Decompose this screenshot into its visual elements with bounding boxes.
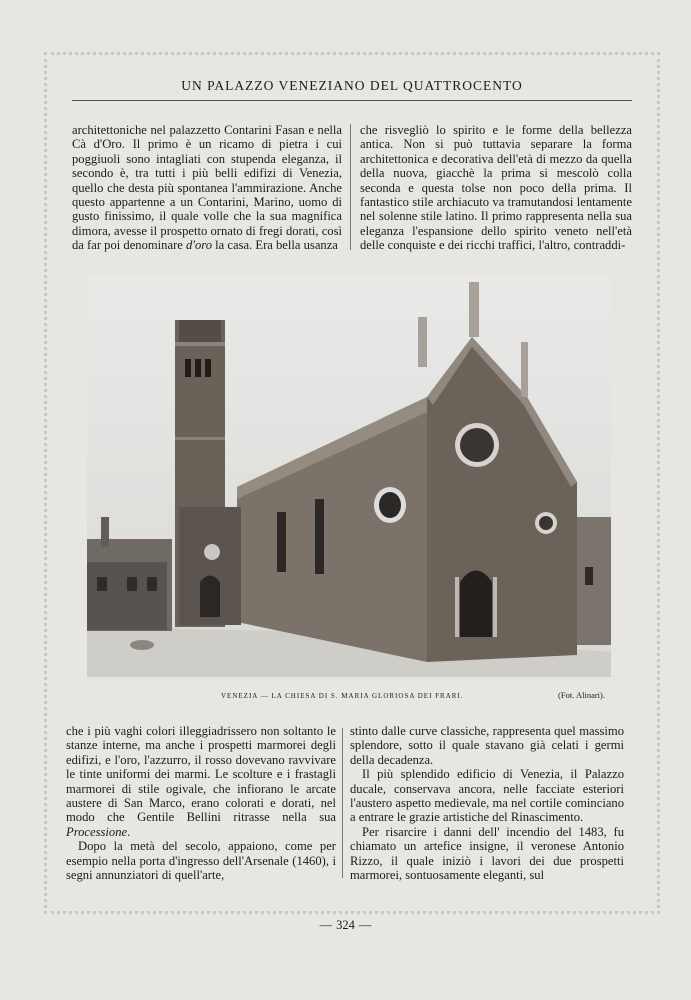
page-number (0, 918, 691, 933)
church-photograph (87, 277, 611, 677)
paragraph: Dopo la metà del secolo, appaiono, come per esempio nella porta d'ingresso dell'Arsenale (1460), i segni annunziatori di quell'arte, (66, 839, 336, 883)
right-building (577, 517, 611, 645)
paragraph (66, 724, 336, 839)
text-run: che i più vaghi colori illeggiadrissero non soltanto le stanze interne, ma anche i prospetti marmorei degli edifizi, e l'oro, l'azzurro, il rosso dovevano ravvivare le tinte uniformi dei marmi. Le scolture e i frastagli marmorei di stile ogivale, che infiorano le arcate austere di San Marco, erano colorati e dorati, nel modo che Gentile Bellini ritrasse nella sua (66, 724, 336, 825)
chapel-door (200, 576, 220, 618)
text-column-bottom-right (350, 724, 624, 882)
text-run: architettoniche nel palazzetto Contarini Fasan e nella Cà d'Oro. Il primo è un ricamo di pietra i cui poggiuoli sono intagliati con stupenda eleganza, il secondo è, tra tutti i più belli edifizi di Venezia, quello che desta più spontanea l'ammirazione. Anche questo appartenne a un Contarini, Marino, uomo di gusto finissimo, il quale volle che la sua magnifica dimora, avesse il prospetto ornato di fregi dorati, così da far poi denominare (72, 123, 342, 253)
header-rule (72, 100, 632, 101)
paragraph: stinto dalle curve classiche, rappresenta quel massimo splendore, sotto il quale stavano già celati i germi della decadenza. (350, 724, 624, 767)
page-dash: — (319, 918, 333, 932)
text-column-top-left (72, 123, 342, 253)
chapel-rose-window (204, 544, 220, 560)
paragraph (72, 123, 342, 253)
well-head (130, 640, 154, 650)
photo-credit: (Fot. Alinari). (558, 690, 605, 700)
portal-column (493, 577, 497, 637)
small-rose-window-inner (539, 516, 553, 530)
main-portal (460, 571, 492, 638)
page-dash: — (358, 918, 372, 932)
text-column-top-right (360, 123, 632, 253)
column-divider (342, 728, 343, 878)
caption-text: VENEZIA — LA CHIESA DI S. MARIA GLORIOSA DEI FRARI. (221, 692, 464, 700)
text-run: . (127, 824, 131, 839)
paragraph: che risvegliò lo spirito e le forme della bellezza antica. Non si può tuttavia separare la forma architettonica e decorativa dell'età di mezzo da quella della nuova, giacchè la prima si mescolò colla seconda e questa tolse non poco della prima. Il fantastico stile archiacuto va tramutandosi lentamente nel solenne stile latino. Il primo rappresenta nella sua eleganza l'espansione dello spirito veneto nell'età delle conquiste e dei ricchi traffici, l'altro, contraddi- (360, 123, 632, 253)
running-header: UN PALAZZO VENEZIANO DEL QUATTROCENTO (181, 78, 523, 93)
paragraph: Il più splendido edificio di Venezia, il Palazzo ducale, conservava ancora, nelle facciate esteriori l'austero aspetto medievale, ma nel cortile cominciano a entrare le grazie artistiche del Rinascimento. (350, 767, 624, 825)
right-building-window (585, 567, 593, 585)
page-number-value: 324 (336, 918, 355, 932)
text-column-bottom-left (66, 724, 336, 882)
paragraph: Per risarcire i danni dell' incendio del 1483, fu chiamato un artefice insigne, il veronese Antonio Rizzo, il quale iniziò i lavori dei due prospetti marmorei, sontuosamente eleganti, sul (350, 824, 624, 883)
portal-column (455, 577, 459, 637)
column-divider (350, 124, 351, 250)
italic-text: Processione (66, 824, 128, 839)
text-run: la casa. Era bella usanza (212, 238, 338, 253)
rose-window-inner (460, 428, 494, 462)
italic-text: d'oro (186, 238, 213, 253)
